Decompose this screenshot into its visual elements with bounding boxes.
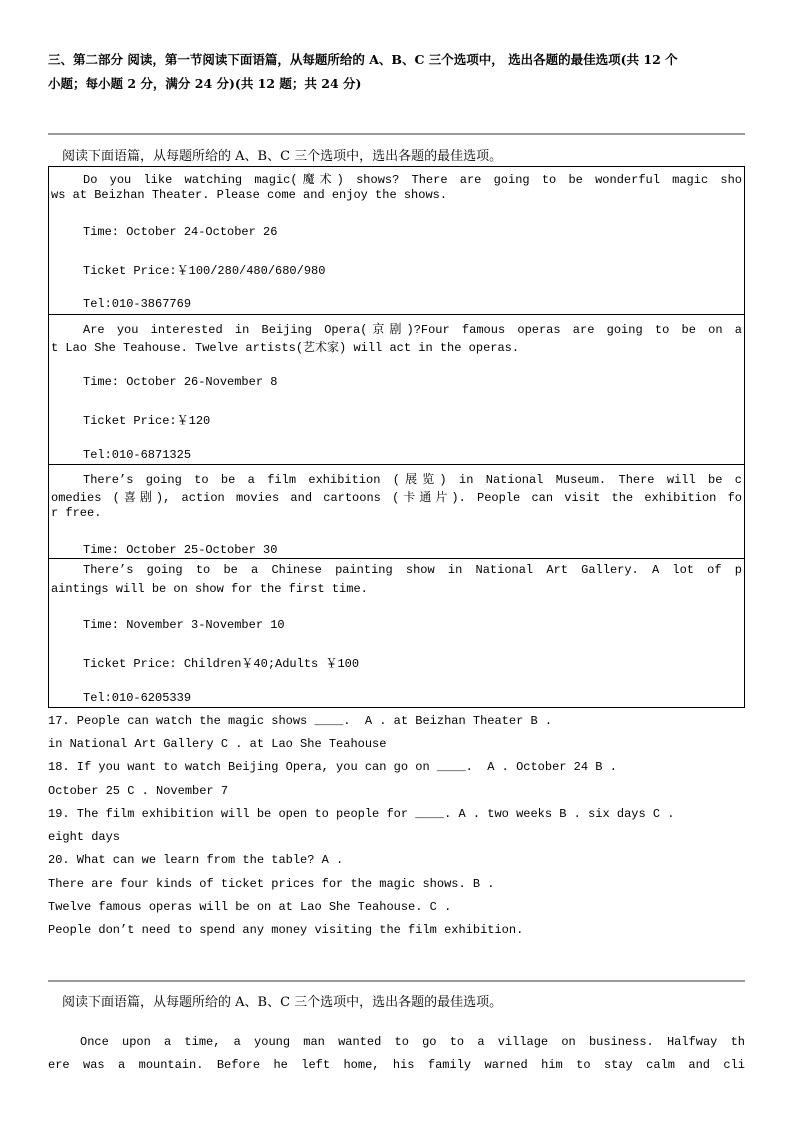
section-header-line-1: 三、第二部分 阅读，第一节阅读下面语篇，从每题所给的 A、B、C 三个选项中， 选出各题的最佳选项(共 12 个 <box>48 52 678 67</box>
question-20-line-1: 20. What can we learn from the table? A . <box>48 853 344 867</box>
ad-text-line: aintings will be on show for the first time. <box>51 582 368 596</box>
ad-text-line: r free. <box>51 506 102 520</box>
ad-film-exhibition <box>49 464 744 558</box>
divider-rule <box>48 980 745 982</box>
question-20-option-b: Twelve famous operas will be on at Lao She Teahouse. C . <box>48 900 452 914</box>
divider-rule <box>48 133 745 135</box>
question-19-line-1: 19. The film exhibition will be open to people for ____. A . two weeks B . six days C . <box>48 807 675 821</box>
ad-ticket-price: Ticket Price: Children￥40;Adults ￥100 <box>83 657 360 671</box>
ad-text-line: There’s going to be a Chinese painting show in National Art Gallery. A lot of p <box>83 563 742 577</box>
ad-tel: Tel:010-6871325 <box>83 448 192 462</box>
ad-beijing-opera <box>49 314 744 464</box>
ad-ticket-price: Ticket Price:￥100/280/480/680/980 <box>83 264 326 278</box>
ad-text-line: t Lao She Teahouse. Twelve artists(艺术家) will act in the operas. <box>51 341 520 355</box>
question-17-line-2: in National Art Gallery C . at Lao She Teahouse <box>48 737 387 751</box>
ad-time: Time: October 24-October 26 <box>83 225 278 239</box>
question-18-line-2: October 25 C . November 7 <box>48 784 229 798</box>
passage-1-instruction: 阅读下面语篇，从每题所给的 A、B、C 三个选项中，选出各题的最佳选项。 <box>62 149 503 164</box>
question-20-option-c: People don’t need to spend any money visiting the film exhibition. <box>48 923 524 937</box>
ad-text-line: ws at Beizhan Theater. Please come and enjoy the shows. <box>51 188 448 202</box>
question-20-option-a: There are four kinds of ticket prices for the magic shows. B . <box>48 877 495 891</box>
ads-table <box>48 166 745 708</box>
passage-2-line-2: ere was a mountain. Before he left home, his family warned him to stay calm and cli <box>48 1058 745 1072</box>
question-17-line-1: 17. People can watch the magic shows ____. A . at Beizhan Theater B . <box>48 714 553 728</box>
ad-time: Time: October 26-November 8 <box>83 375 278 389</box>
passage-2-line-1: Once upon a time, a young man wanted to go to a village on business. Halfway th <box>80 1035 745 1049</box>
ad-text-line: Do you like watching magic(魔术) shows? There are going to be wonderful magic sho <box>83 173 742 187</box>
section-header <box>48 48 748 96</box>
ad-text-line: There’s going to be a film exhibition (展览) in National Museum. There will be c <box>83 473 742 487</box>
ad-text-line: Are you interested in Beijing Opera(京剧)?Four famous operas are going to be on a <box>83 323 742 337</box>
question-18-line-1: 18. If you want to watch Beijing Opera, you can go on ____. A . October 24 B . <box>48 760 617 774</box>
ad-tel: Tel:010-6205339 <box>83 691 192 705</box>
ad-time: Time: October 25-October 30 <box>83 543 278 557</box>
ad-ticket-price: Ticket Price:￥120 <box>83 414 211 428</box>
ad-time: Time: November 3-November 10 <box>83 618 285 632</box>
ad-tel: Tel:010-3867769 <box>83 297 192 311</box>
ad-painting-show <box>49 558 744 708</box>
question-19-line-2: eight days <box>48 830 121 844</box>
passage-2-instruction: 阅读下面语篇，从每题所给的 A、B、C 三个选项中，选出各题的最佳选项。 <box>62 995 503 1010</box>
section-header-line-2: 小题；每小题 2 分，满分 24 分)(共 12 题；共 24 分) <box>48 76 362 91</box>
ad-text-line: omedies (喜剧), action movies and cartoons (卡通片). People can visit the exhibition fo <box>51 491 742 505</box>
ad-magic-show <box>49 167 744 314</box>
